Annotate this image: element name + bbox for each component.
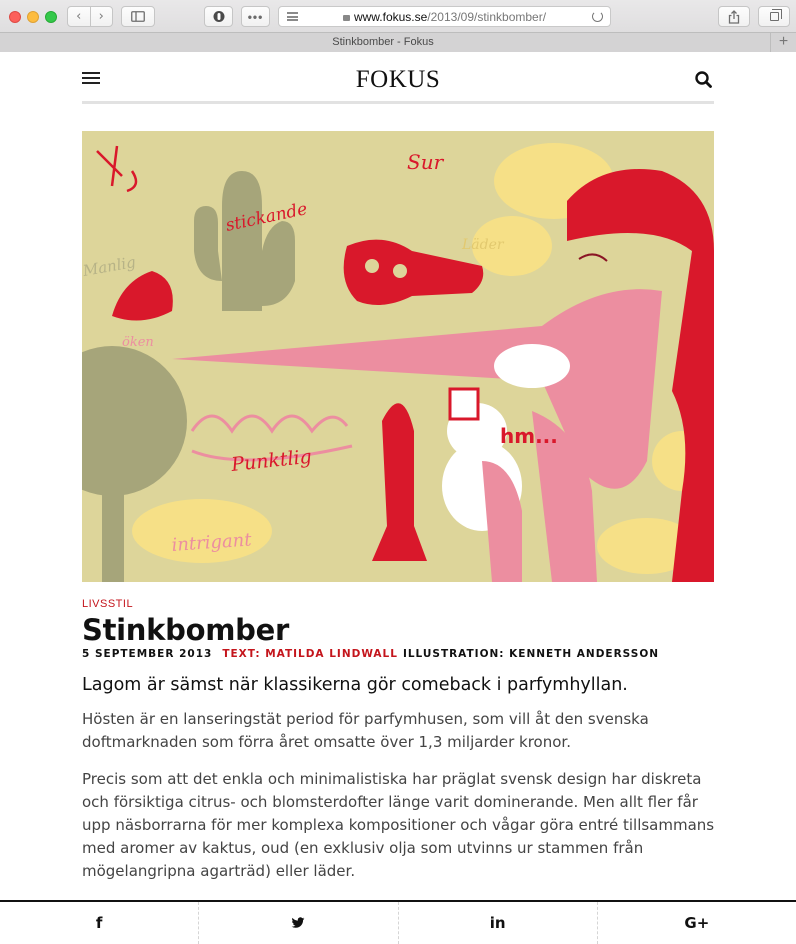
forward-icon[interactable]: › [98,9,104,24]
googleplus-icon: G+ [684,914,710,932]
tabs-icon [770,12,779,21]
article-category[interactable]: LIVSSTIL [82,598,134,610]
facebook-icon: f [95,914,103,932]
linkedin-icon: in [489,914,506,932]
url-host: www.fokus.se [353,10,428,24]
article-byline [82,648,659,660]
share-bar [0,900,796,944]
cactus [194,171,295,311]
article-illustrator: ILLUSTRATION: KENNETH ANDERSSON [402,648,660,660]
close-window-button[interactable] [9,11,21,23]
article-paragraph: Hösten är en lanseringstät period för parfymhusen, som vill åt den svenska doftmarknaden som förra året omsatte över 1,3 miljarder kronor. [82,710,649,751]
show-tabs-button[interactable] [758,6,790,27]
tab-bar [0,32,796,52]
face-eye [579,254,607,261]
extensions-button[interactable]: ••• [241,6,270,27]
shield-icon [213,10,225,23]
article-paragraph: Precis som att det enkla och minimalistiska har präglat svensk design har diskreta och försiktiga citrus- och blomsterdofter länge varit dominerande. Men allt fler får upp näsborrarna för mer komplexa kompositioner och vågar göra entré tillsammans med aromer av kaktus, oud (en exklusiv olja som utvinns ur stammen från mögelangripna agarträd) eller läder. [82,770,715,880]
creature-eye [365,259,379,273]
back-icon[interactable]: ‹ [76,9,82,24]
zoom-window-button[interactable] [45,11,57,23]
illustration-word: hm... [500,424,558,448]
article-date: 5 SEPTEMBER 2013 [82,648,213,660]
browser-chrome [0,0,796,52]
twitter-icon [291,916,305,930]
minimize-window-button[interactable] [27,11,39,23]
illustration-word: Sur [407,150,444,174]
sidebar-button[interactable] [121,6,155,27]
article-title: Stinkbomber [82,613,289,647]
twitter-share-button[interactable] [199,902,398,944]
illustration-word: Läder [462,237,504,253]
url-path: /2013/09/stinkbomber/ [427,10,547,24]
red-blob [112,271,173,320]
hero-illustration [82,131,714,582]
creature-eye [393,264,407,278]
back-forward-group [67,6,113,27]
illustration-word: Punktlig [230,445,313,476]
sidebar-icon [131,11,145,22]
red-doodle [97,146,136,191]
address-bar[interactable] [278,6,611,27]
browser-toolbar [0,0,796,32]
site-logo[interactable]: FOKUS [355,66,441,93]
illustration-svg [82,131,714,582]
illustration-word: Manlig [82,252,138,280]
share-icon [728,10,740,24]
illustration-word: öken [122,335,154,350]
olive-tree-trunk [102,481,124,582]
share-button[interactable] [718,6,750,27]
article-lead: Lagom är sämst när klassikerna gör comeback i parfymhyllan. [82,675,628,695]
illustration-word: intrigant [170,529,253,556]
white-cloud [494,344,570,388]
article-author[interactable]: TEXT: MATILDA LINDWALL [222,648,398,660]
reload-icon[interactable] [592,11,603,22]
pink-doodle [192,416,347,431]
perfume-bottle [450,389,478,419]
search-icon[interactable] [695,71,712,88]
googleplus-share-button[interactable] [598,902,796,944]
red-fish [372,403,427,561]
illustration-word: stickande [223,199,310,236]
privacy-button[interactable] [204,6,233,27]
linkedin-share-button[interactable] [399,902,598,944]
site-header [82,52,714,104]
olive-tree [82,346,187,496]
active-tab[interactable]: Stinkbomber - Fokus [332,36,434,48]
lock-icon [343,15,350,21]
url-text [279,10,610,24]
facebook-share-button[interactable] [0,902,199,944]
new-tab-button[interactable]: + [770,33,796,52]
